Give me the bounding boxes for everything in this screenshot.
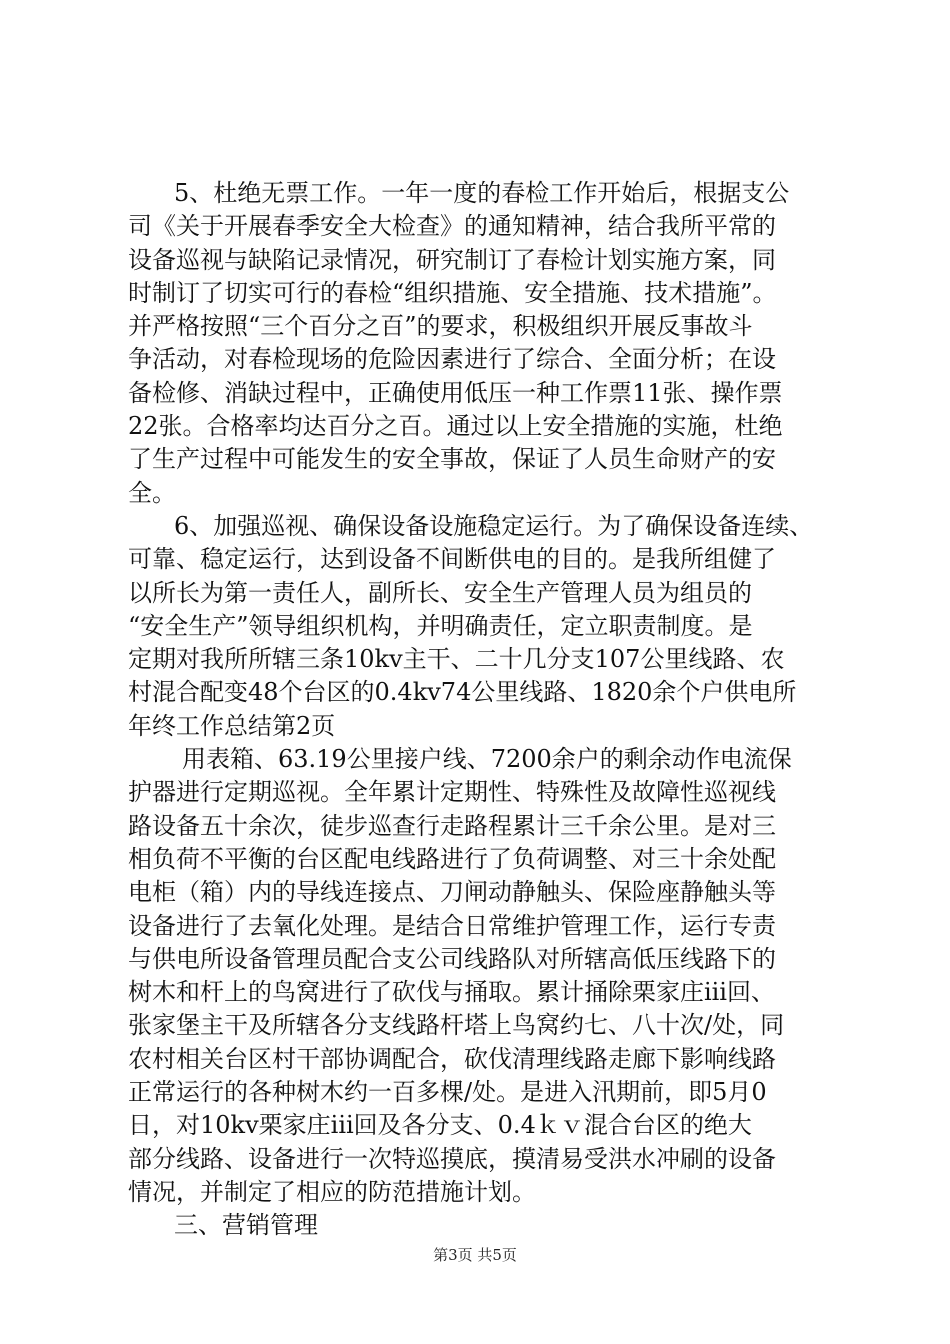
paragraph-line: 农村相关台区村干部协调配合，砍伐清理线路走廊下影响线路 xyxy=(128,1044,776,1073)
document-body xyxy=(128,177,840,1243)
paragraph-line: 了生产过程中可能发生的安全事故，保证了人员生命财产的安 xyxy=(128,445,776,474)
paragraph-line: 6、加强巡视、确保设备设施稳定运行。为了确保设备连续、 xyxy=(174,511,814,540)
paragraph-line: 可靠、稳定运行，达到设备不间断供电的目的。是我所组健了 xyxy=(128,545,776,574)
paragraph-line: 与供电所设备管理员配合支公司线路队对所辖高低压线路下的 xyxy=(128,944,776,973)
paragraph-line: “安全生产”领导组织机构，并明确责任，定立职责制度。是 xyxy=(128,611,753,640)
paragraph-line: 正常运行的各种树木约一百多棵/处。是进入汛期前，即5月0 xyxy=(128,1078,767,1107)
paragraph-line: 并严格按照“三个百分之百”的要求，积极组织开展反事故斗 xyxy=(128,312,753,341)
paragraph-line: 相负荷不平衡的台区配电线路进行了负荷调整、对三十余处配 xyxy=(128,844,776,873)
paragraph-line: 日，对10kv栗家庄ⅰⅱ回及各分支、0.4ｋｖ混合台区的绝大 xyxy=(128,1111,752,1140)
paragraph-line: 村混合配变48个台区的0.4kv74公里线路、1820余个户供电所 xyxy=(128,678,797,707)
paragraph-line: 5、杜绝无票工作。一年一度的春检工作开始后，根据支公 xyxy=(174,179,790,207)
paragraph-line: 年终工作总结第2页 xyxy=(128,711,336,740)
paragraph-line: 情况，并制定了相应的防范措施计划。 xyxy=(128,1177,536,1206)
paragraph-line: 路设备五十余次，徒步巡查行走路程累计三千余公里。是对三 xyxy=(128,811,776,840)
paragraph-line: 电柜（箱）内的导线连接点、刀闸动静触头、保险座静触头等 xyxy=(128,878,776,907)
paragraph-line: 设备进行了去氧化处理。是结合日常维护管理工作，运行专责 xyxy=(128,911,776,940)
paragraph-line: 22张。合格率均达百分之百。通过以上安全措施的实施，杜绝 xyxy=(128,412,783,441)
page-number: 第3页 共5页 xyxy=(433,1246,517,1264)
paragraph-line: 部分线路、设备进行一次特巡摸底，摸清易受洪水冲刷的设备 xyxy=(128,1144,776,1173)
paragraph-line: 司《关于开展春季安全大检查》的通知精神，结合我所平常的 xyxy=(128,212,776,241)
paragraph-line: 时制订了切实可行的春检“组织措施、安全措施、技术措施”。 xyxy=(128,278,777,307)
paragraph-line: 备检修、消缺过程中，正确使用低压一种工作票11张、操作票 xyxy=(128,378,783,407)
paragraph-line: 以所长为第一责任人，副所长、安全生产管理人员为组员的 xyxy=(128,578,752,607)
paragraph-line: 争活动，对春检现场的危险因素进行了综合、全面分析；在设 xyxy=(128,345,776,374)
paragraph-line: 树木和杆上的鸟窝进行了砍伐与捅取。累计捅除栗家庄ⅰⅱ回、 xyxy=(128,978,776,1007)
page-footer xyxy=(0,1245,950,1265)
paragraph-line: 用表箱、63.19公里接户线、7200余户的剩余动作电流保 xyxy=(182,745,792,774)
paragraph-line: 护器进行定期巡视。全年累计定期性、特殊性及故障性巡视线 xyxy=(128,778,776,807)
paragraph-line: 设备巡视与缺陷记录情况，研究制订了春检计划实施方案，同 xyxy=(128,245,776,274)
section-heading: 三、营销管理 xyxy=(174,1211,318,1240)
paragraph-line: 定期对我所所辖三条10kv主干、二十几分支107公里线路、农 xyxy=(128,645,785,674)
paragraph-line: 全。 xyxy=(128,478,176,507)
paragraph-line: 张家堡主干及所辖各分支线路杆塔上鸟窝约七、八十次/处，同 xyxy=(128,1011,785,1040)
